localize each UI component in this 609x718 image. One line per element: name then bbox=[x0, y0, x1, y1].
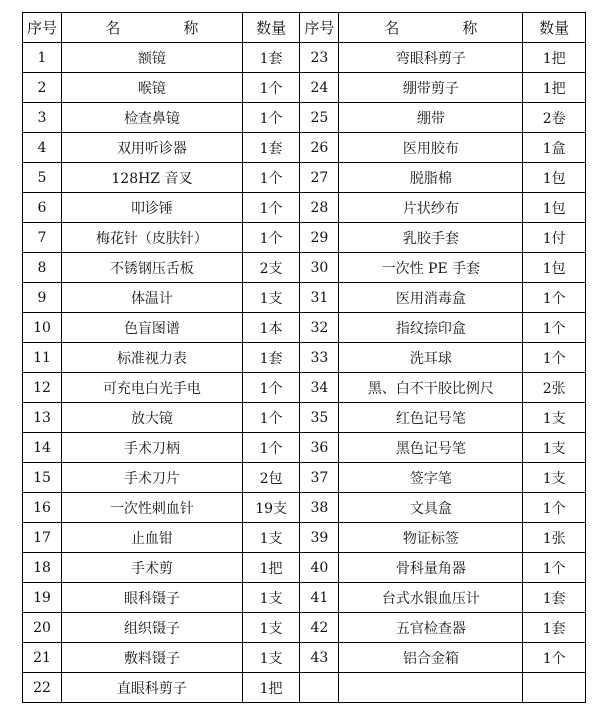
left-qty-cell: 1支 bbox=[242, 613, 300, 643]
left-name-cell: 检查鼻镜 bbox=[62, 103, 243, 133]
table-row bbox=[23, 433, 586, 463]
left-no-cell: 17 bbox=[23, 523, 62, 553]
right-qty-cell: 1个 bbox=[523, 643, 586, 673]
left-qty-cell: 1个 bbox=[242, 223, 300, 253]
left-no-cell: 2 bbox=[23, 73, 62, 103]
left-qty-cell: 1个 bbox=[242, 103, 300, 133]
right-no-cell: 41 bbox=[300, 583, 339, 613]
left-name-cell: 可充电白光手电 bbox=[62, 373, 243, 403]
left-name-cell: 双用听诊器 bbox=[62, 133, 243, 163]
left-no-cell: 5 bbox=[23, 163, 62, 193]
right-no-cell: 30 bbox=[300, 253, 339, 283]
right-qty-cell: 1把 bbox=[523, 73, 586, 103]
right-no-cell: 25 bbox=[300, 103, 339, 133]
table-row bbox=[23, 523, 586, 553]
table-row bbox=[23, 193, 586, 223]
right-qty-cell: 1个 bbox=[523, 283, 586, 313]
right-no-cell: 27 bbox=[300, 163, 339, 193]
left-name-cell: 一次性刺血针 bbox=[62, 493, 243, 523]
right-qty-cell: 1把 bbox=[523, 43, 586, 73]
left-name-cell: 手术刀片 bbox=[62, 463, 243, 493]
left-qty-cell: 1把 bbox=[242, 673, 300, 703]
table-row bbox=[23, 583, 586, 613]
left-qty-cell: 1套 bbox=[242, 343, 300, 373]
right-name-cell: 黑色记号笔 bbox=[339, 433, 523, 463]
right-name-cell: 物证标签 bbox=[339, 523, 523, 553]
right-name-cell: 骨科量角器 bbox=[339, 553, 523, 583]
table-row bbox=[23, 343, 586, 373]
left-no-cell: 21 bbox=[23, 643, 62, 673]
right-empty-cell bbox=[300, 673, 339, 703]
left-name-cell: 止血钳 bbox=[62, 523, 243, 553]
right-no-cell: 35 bbox=[300, 403, 339, 433]
left-no-cell: 18 bbox=[23, 553, 62, 583]
left-qty-cell: 1个 bbox=[242, 73, 300, 103]
right-name-cell: 医用胶布 bbox=[339, 133, 523, 163]
header-no-left: 序号 bbox=[23, 13, 62, 43]
left-qty-cell: 1个 bbox=[242, 193, 300, 223]
right-name-cell: 脱脂棉 bbox=[339, 163, 523, 193]
right-qty-cell: 1支 bbox=[523, 463, 586, 493]
right-empty-cell bbox=[339, 673, 523, 703]
left-no-cell: 13 bbox=[23, 403, 62, 433]
right-name-cell: 片状纱布 bbox=[339, 193, 523, 223]
right-name-cell: 台式水银血压计 bbox=[339, 583, 523, 613]
table-row bbox=[23, 673, 586, 703]
right-qty-cell: 1套 bbox=[523, 583, 586, 613]
right-qty-cell: 1个 bbox=[523, 313, 586, 343]
table-row bbox=[23, 403, 586, 433]
left-no-cell: 22 bbox=[23, 673, 62, 703]
right-qty-cell: 1盒 bbox=[523, 133, 586, 163]
table-row bbox=[23, 373, 586, 403]
right-qty-cell: 1张 bbox=[523, 523, 586, 553]
right-name-cell: 签字笔 bbox=[339, 463, 523, 493]
left-no-cell: 10 bbox=[23, 313, 62, 343]
left-qty-cell: 1个 bbox=[242, 163, 300, 193]
right-no-cell: 23 bbox=[300, 43, 339, 73]
right-name-cell: 指纹捺印盒 bbox=[339, 313, 523, 343]
left-name-cell: 色盲图谱 bbox=[62, 313, 243, 343]
table-row bbox=[23, 223, 586, 253]
left-qty-cell: 1支 bbox=[242, 643, 300, 673]
right-no-cell: 33 bbox=[300, 343, 339, 373]
right-name-cell: 绷带 bbox=[339, 103, 523, 133]
left-name-cell: 放大镜 bbox=[62, 403, 243, 433]
left-name-cell: 喉镜 bbox=[62, 73, 243, 103]
right-qty-cell: 1包 bbox=[523, 193, 586, 223]
left-no-cell: 9 bbox=[23, 283, 62, 313]
left-qty-cell: 2包 bbox=[242, 463, 300, 493]
header-row bbox=[23, 13, 586, 43]
right-name-cell: 文具盒 bbox=[339, 493, 523, 523]
right-qty-cell: 1个 bbox=[523, 553, 586, 583]
left-no-cell: 4 bbox=[23, 133, 62, 163]
right-name-cell: 弯眼科剪子 bbox=[339, 43, 523, 73]
header-no-right: 序号 bbox=[300, 13, 339, 43]
right-no-cell: 40 bbox=[300, 553, 339, 583]
right-no-cell: 38 bbox=[300, 493, 339, 523]
left-no-cell: 1 bbox=[23, 43, 62, 73]
left-qty-cell: 1个 bbox=[242, 403, 300, 433]
table-row bbox=[23, 163, 586, 193]
right-qty-cell: 2卷 bbox=[523, 103, 586, 133]
left-qty-cell: 2支 bbox=[242, 253, 300, 283]
left-qty-cell: 1个 bbox=[242, 433, 300, 463]
left-no-cell: 6 bbox=[23, 193, 62, 223]
left-no-cell: 19 bbox=[23, 583, 62, 613]
left-no-cell: 20 bbox=[23, 613, 62, 643]
left-name-cell: 额镜 bbox=[62, 43, 243, 73]
right-name-cell: 黑、白不干胶比例尺 bbox=[339, 373, 523, 403]
right-name-cell: 医用消毒盒 bbox=[339, 283, 523, 313]
left-qty-cell: 1把 bbox=[242, 553, 300, 583]
table-body bbox=[23, 43, 586, 703]
left-no-cell: 8 bbox=[23, 253, 62, 283]
right-qty-cell: 2张 bbox=[523, 373, 586, 403]
left-name-cell: 手术剪 bbox=[62, 553, 243, 583]
left-no-cell: 12 bbox=[23, 373, 62, 403]
header-name-right: 名 称 bbox=[339, 13, 523, 43]
right-qty-cell: 1支 bbox=[523, 433, 586, 463]
left-no-cell: 7 bbox=[23, 223, 62, 253]
right-name-cell: 洗耳球 bbox=[339, 343, 523, 373]
left-qty-cell: 1支 bbox=[242, 283, 300, 313]
table-row bbox=[23, 133, 586, 163]
right-name-cell: 绷带剪子 bbox=[339, 73, 523, 103]
header-qty-left: 数量 bbox=[242, 13, 300, 43]
right-qty-cell: 1个 bbox=[523, 493, 586, 523]
left-no-cell: 15 bbox=[23, 463, 62, 493]
table-row bbox=[23, 43, 586, 73]
left-name-cell: 手术刀柄 bbox=[62, 433, 243, 463]
right-qty-cell: 1包 bbox=[523, 163, 586, 193]
right-no-cell: 39 bbox=[300, 523, 339, 553]
left-name-cell: 组织镊子 bbox=[62, 613, 243, 643]
right-no-cell: 42 bbox=[300, 613, 339, 643]
table-row bbox=[23, 643, 586, 673]
right-name-cell: 一次性 PE 手套 bbox=[339, 253, 523, 283]
right-no-cell: 36 bbox=[300, 433, 339, 463]
left-qty-cell: 1本 bbox=[242, 313, 300, 343]
table-row bbox=[23, 253, 586, 283]
left-qty-cell: 1个 bbox=[242, 373, 300, 403]
left-name-cell: 标准视力表 bbox=[62, 343, 243, 373]
left-name-cell: 128HZ 音叉 bbox=[62, 163, 243, 193]
left-no-cell: 14 bbox=[23, 433, 62, 463]
left-name-cell: 体温计 bbox=[62, 283, 243, 313]
left-qty-cell: 1支 bbox=[242, 583, 300, 613]
header-qty-right: 数量 bbox=[523, 13, 586, 43]
left-name-cell: 敷料镊子 bbox=[62, 643, 243, 673]
right-empty-cell bbox=[523, 673, 586, 703]
left-name-cell: 不锈钢压舌板 bbox=[62, 253, 243, 283]
left-qty-cell: 1套 bbox=[242, 133, 300, 163]
right-name-cell: 红色记号笔 bbox=[339, 403, 523, 433]
inventory-table bbox=[22, 12, 586, 703]
left-qty-cell: 19支 bbox=[242, 493, 300, 523]
table-row bbox=[23, 313, 586, 343]
left-qty-cell: 1套 bbox=[242, 43, 300, 73]
right-name-cell: 铝合金箱 bbox=[339, 643, 523, 673]
right-no-cell: 26 bbox=[300, 133, 339, 163]
right-no-cell: 29 bbox=[300, 223, 339, 253]
right-no-cell: 31 bbox=[300, 283, 339, 313]
left-qty-cell: 1支 bbox=[242, 523, 300, 553]
right-no-cell: 32 bbox=[300, 313, 339, 343]
left-name-cell: 眼科镊子 bbox=[62, 583, 243, 613]
table-row bbox=[23, 493, 586, 523]
right-no-cell: 28 bbox=[300, 193, 339, 223]
right-no-cell: 24 bbox=[300, 73, 339, 103]
left-name-cell: 叩诊锤 bbox=[62, 193, 243, 223]
table-row bbox=[23, 613, 586, 643]
table-row bbox=[23, 73, 586, 103]
right-no-cell: 37 bbox=[300, 463, 339, 493]
left-no-cell: 3 bbox=[23, 103, 62, 133]
right-no-cell: 43 bbox=[300, 643, 339, 673]
right-qty-cell: 1套 bbox=[523, 613, 586, 643]
right-qty-cell: 1包 bbox=[523, 253, 586, 283]
left-name-cell: 梅花针（皮肤针） bbox=[62, 223, 243, 253]
right-qty-cell: 1个 bbox=[523, 343, 586, 373]
right-name-cell: 乳胶手套 bbox=[339, 223, 523, 253]
table-row bbox=[23, 283, 586, 313]
left-no-cell: 11 bbox=[23, 343, 62, 373]
left-no-cell: 16 bbox=[23, 493, 62, 523]
right-qty-cell: 1付 bbox=[523, 223, 586, 253]
right-qty-cell: 1支 bbox=[523, 403, 586, 433]
table-row bbox=[23, 103, 586, 133]
inventory-table-wrapper bbox=[22, 12, 586, 703]
table-row bbox=[23, 553, 586, 583]
right-no-cell: 34 bbox=[300, 373, 339, 403]
table-row bbox=[23, 463, 586, 493]
left-name-cell: 直眼科剪子 bbox=[62, 673, 243, 703]
header-name-left: 名 称 bbox=[62, 13, 243, 43]
right-name-cell: 五官检查器 bbox=[339, 613, 523, 643]
